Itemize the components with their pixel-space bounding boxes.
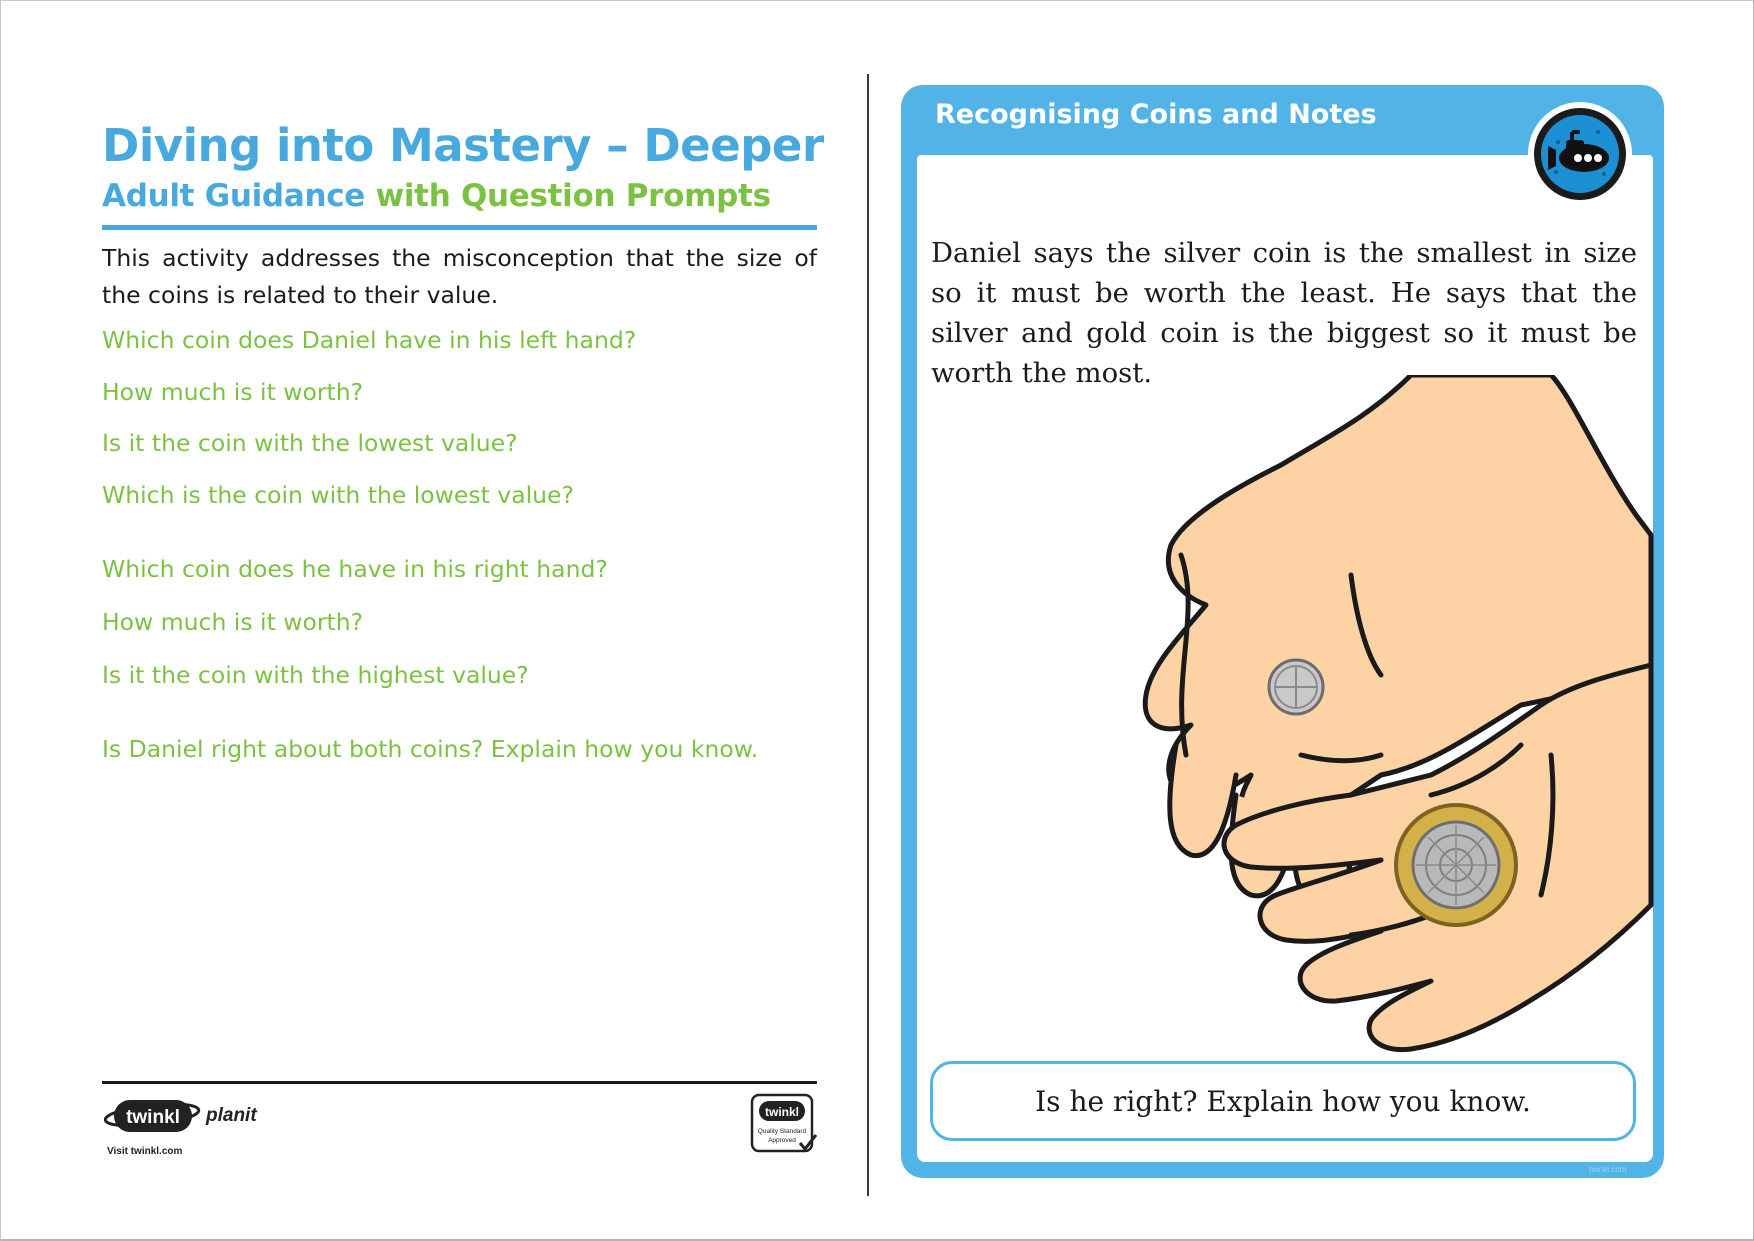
- guidance-page: [102, 118, 824, 765]
- prompt-8: Is Daniel right about both coins? Explain how you know.: [102, 735, 759, 763]
- card-title: Recognising Coins and Notes: [935, 99, 1377, 130]
- visit-text: Visit twinkl.com: [107, 1146, 183, 1157]
- prompt-6: How much is it worth?: [102, 608, 364, 636]
- submarine-badge: [1528, 102, 1632, 206]
- intro-text: This activity addresses the misconception that the size of the coins is related to their value.: [102, 244, 817, 309]
- logo-twinkl-text: twinkl: [126, 1107, 180, 1128]
- prompt-3: Is it the coin with the lowest value?: [102, 429, 518, 457]
- footer-rule: [102, 1081, 817, 1084]
- page-footer: [102, 1081, 817, 1156]
- prompt-1: Which coin does Daniel have in his left hand?: [102, 326, 637, 354]
- page-title: Diving into Mastery – Deeper: [102, 119, 824, 172]
- twinkl-planit-logo: [104, 1091, 274, 1145]
- answer-box: [930, 1061, 1636, 1141]
- logo-planit-text: planit: [206, 1105, 257, 1126]
- quality-badge-icon: [750, 1093, 818, 1155]
- svg-text:twinkl: twinkl: [764, 1105, 800, 1119]
- svg-text:Quality Standard: Quality Standard: [757, 1128, 807, 1135]
- prompt-7: Is it the coin with the highest value?: [102, 661, 529, 689]
- copyright-text: twinkl.com: [1589, 1165, 1627, 1174]
- bimetal-coin-icon: [1396, 805, 1516, 925]
- prompt-4: Which is the coin with the lowest value?: [102, 481, 574, 509]
- story-text: Daniel says the silver coin is the smallest in size so it must be worth the least. He says that the silver and gold coin is the biggest so it must be worth the most.: [931, 237, 1637, 389]
- svg-text:Approved: Approved: [768, 1137, 796, 1144]
- title-underline: [102, 225, 817, 230]
- hands-with-coins-illustration: [1051, 375, 1671, 1135]
- subtitle-question-prompts: with Question Prompts: [365, 178, 771, 214]
- page-divider: [867, 74, 869, 1196]
- subtitle-adult-guidance: Adult Guidance: [102, 178, 366, 214]
- silver-coin-icon: [1269, 660, 1323, 714]
- activity-card: [901, 85, 1664, 1178]
- prompt-2: How much is it worth?: [102, 378, 364, 406]
- submarine-icon: [1528, 102, 1632, 206]
- prompt-5: Which coin does he have in his right hand?: [102, 555, 608, 583]
- question-text: Is he right? Explain how you know.: [1035, 1084, 1531, 1118]
- question-prompts: [102, 324, 817, 765]
- page-subtitle: [102, 176, 817, 216]
